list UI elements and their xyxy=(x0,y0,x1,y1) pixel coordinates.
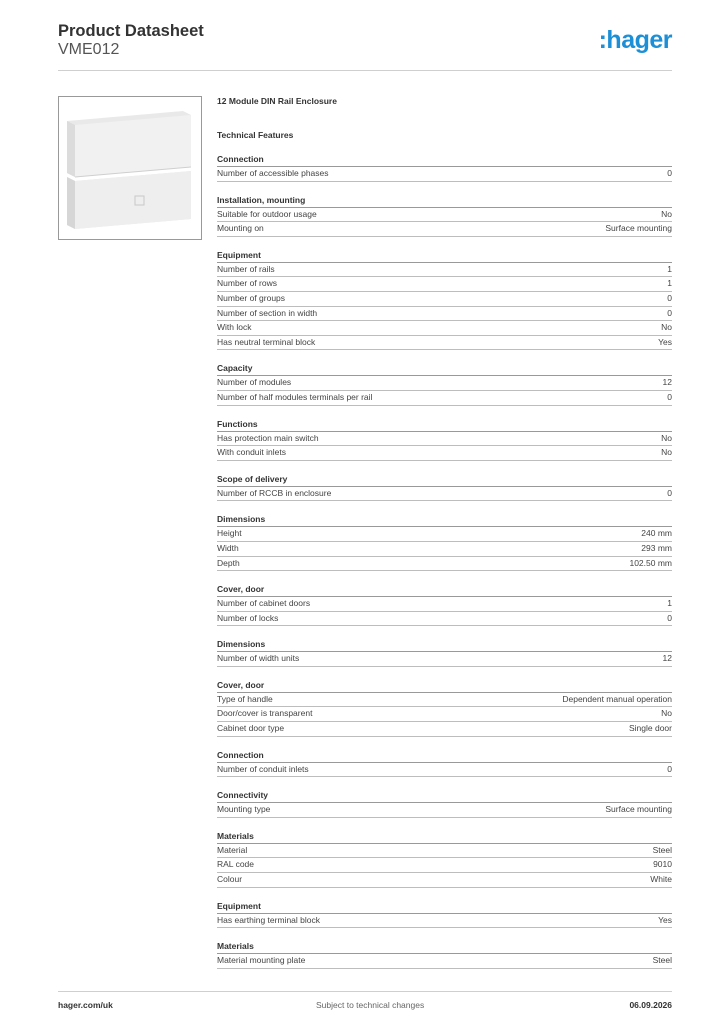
feature-label: Type of handle xyxy=(217,693,273,704)
feature-value: 0 xyxy=(667,168,672,178)
feature-row xyxy=(217,954,672,969)
feature-value: 12 xyxy=(662,377,672,388)
feature-row xyxy=(217,277,672,292)
feature-label: Number of modules xyxy=(217,377,292,388)
feature-row xyxy=(217,487,672,502)
section-title: Capacity xyxy=(217,362,672,376)
feature-value: 0 xyxy=(667,292,672,303)
feature-row xyxy=(217,858,672,873)
footer-website-link[interactable]: hager.com/uk xyxy=(58,1000,113,1010)
feature-value: 1 xyxy=(667,598,672,609)
feature-row xyxy=(217,542,672,557)
hager-logo: :hager xyxy=(598,26,672,54)
footer-note: Subject to technical changes xyxy=(316,1000,425,1010)
feature-label: Has neutral terminal block xyxy=(217,336,316,347)
product-code: VME012 xyxy=(58,41,120,58)
feature-section xyxy=(217,513,672,571)
feature-label: Number of RCCB in enclosure xyxy=(217,487,332,498)
feature-row xyxy=(217,263,672,278)
feature-value: 0 xyxy=(667,763,672,774)
feature-label: Number of cabinet doors xyxy=(217,598,311,609)
feature-value: 240 mm xyxy=(641,528,672,539)
feature-value: 9010 xyxy=(653,859,672,870)
feature-label: Colour xyxy=(217,874,243,885)
page-title: Product Datasheet xyxy=(58,22,204,40)
feature-value: Yes xyxy=(658,914,672,925)
feature-row xyxy=(217,432,672,447)
feature-label: Height xyxy=(217,528,242,539)
feature-row xyxy=(217,557,672,572)
feature-section xyxy=(217,153,672,182)
section-title: Equipment xyxy=(217,900,672,914)
feature-value: No xyxy=(661,322,672,333)
section-title: Dimensions xyxy=(217,513,672,527)
feature-label: Number of conduit inlets xyxy=(217,763,309,774)
feature-section xyxy=(217,789,672,818)
section-title: Dimensions xyxy=(217,638,672,652)
feature-label: Number of groups xyxy=(217,292,286,303)
feature-row xyxy=(217,597,672,612)
feature-value: Yes xyxy=(658,336,672,347)
section-title: Equipment xyxy=(217,249,672,263)
section-title: Connection xyxy=(217,749,672,763)
feature-value: Steel xyxy=(652,955,672,966)
feature-value: Surface mounting xyxy=(605,804,672,815)
feature-value: Steel xyxy=(652,844,672,855)
feature-row xyxy=(217,336,672,351)
feature-value: Single door xyxy=(628,723,672,734)
feature-row xyxy=(217,612,672,627)
feature-row xyxy=(217,292,672,307)
page-footer xyxy=(58,991,672,1014)
feature-label: Depth xyxy=(217,557,240,568)
product-name: 12 Module DIN Rail Enclosure xyxy=(217,96,337,106)
feature-row xyxy=(217,722,672,737)
feature-row xyxy=(217,844,672,859)
feature-row xyxy=(217,873,672,888)
feature-label: Number of section in width xyxy=(217,307,318,318)
feature-section xyxy=(217,583,672,626)
feature-value: No xyxy=(661,432,672,443)
enclosure-illustration xyxy=(59,97,201,239)
feature-value: Dependent manual operation xyxy=(562,693,672,704)
feature-label: Has protection main switch xyxy=(217,432,319,443)
feature-section xyxy=(217,679,672,737)
feature-label: Has earthing terminal block xyxy=(217,914,320,925)
feature-section xyxy=(217,638,672,667)
feature-value: 12 xyxy=(662,653,672,664)
feature-label: With lock xyxy=(217,322,252,333)
feature-row xyxy=(217,167,672,182)
feature-value: 1 xyxy=(667,278,672,289)
footer-date: 06.09.2026 xyxy=(629,1000,672,1010)
feature-row xyxy=(217,803,672,818)
feature-row xyxy=(217,707,672,722)
technical-content xyxy=(217,95,672,969)
section-title: Installation, mounting xyxy=(217,194,672,208)
product-image xyxy=(58,96,202,240)
feature-value: 0 xyxy=(667,307,672,318)
feature-label: Suitable for outdoor usage xyxy=(217,208,317,219)
feature-label: Number of locks xyxy=(217,612,279,623)
feature-value: No xyxy=(661,208,672,219)
feature-label: Number of rows xyxy=(217,278,277,289)
feature-section xyxy=(217,194,672,237)
feature-row xyxy=(217,208,672,223)
feature-value: 1 xyxy=(667,263,672,274)
feature-label: Number of width units xyxy=(217,653,300,664)
feature-value: No xyxy=(661,447,672,458)
feature-section xyxy=(217,830,672,888)
feature-label: Number of half modules terminals per rail xyxy=(217,391,373,402)
feature-value: 293 mm xyxy=(641,542,672,553)
feature-section xyxy=(217,940,672,969)
feature-section xyxy=(217,749,672,778)
feature-row xyxy=(217,914,672,929)
page-header xyxy=(58,22,672,71)
feature-value: 0 xyxy=(667,391,672,402)
section-title: Materials xyxy=(217,830,672,844)
feature-row xyxy=(217,222,672,237)
feature-row xyxy=(217,652,672,667)
feature-section xyxy=(217,418,672,461)
feature-row xyxy=(217,321,672,336)
feature-section xyxy=(217,362,672,405)
feature-row xyxy=(217,307,672,322)
feature-section xyxy=(217,473,672,502)
section-title: Materials xyxy=(217,940,672,954)
feature-row xyxy=(217,446,672,461)
feature-value: White xyxy=(650,874,672,885)
feature-row xyxy=(217,763,672,778)
feature-value: 0 xyxy=(667,612,672,623)
technical-features-heading: Technical Features xyxy=(217,130,294,140)
feature-section xyxy=(217,249,672,351)
feature-row xyxy=(217,376,672,391)
feature-value: Surface mounting xyxy=(605,223,672,234)
feature-label: RAL code xyxy=(217,859,255,870)
section-title: Cover, door xyxy=(217,679,672,693)
feature-label: Width xyxy=(217,542,239,553)
feature-sections xyxy=(217,153,672,969)
feature-row xyxy=(217,693,672,708)
feature-label: Material xyxy=(217,844,248,855)
feature-section xyxy=(217,900,672,929)
feature-label: Material mounting plate xyxy=(217,955,306,966)
feature-value: No xyxy=(661,708,672,719)
feature-label: With conduit inlets xyxy=(217,447,286,458)
section-title: Cover, door xyxy=(217,583,672,597)
feature-label: Number of accessible phases xyxy=(217,168,329,178)
feature-label: Mounting type xyxy=(217,804,271,815)
section-title: Connection xyxy=(217,153,672,167)
section-title: Functions xyxy=(217,418,672,432)
feature-label: Mounting on xyxy=(217,223,264,234)
feature-value: 102.50 mm xyxy=(629,557,672,568)
section-title: Connectivity xyxy=(217,789,672,803)
section-title: Scope of delivery xyxy=(217,473,672,487)
feature-label: Cabinet door type xyxy=(217,723,285,734)
feature-label: Door/cover is transparent xyxy=(217,708,313,719)
feature-label: Number of rails xyxy=(217,263,275,274)
feature-value: 0 xyxy=(667,487,672,498)
feature-row xyxy=(217,527,672,542)
feature-row xyxy=(217,391,672,406)
